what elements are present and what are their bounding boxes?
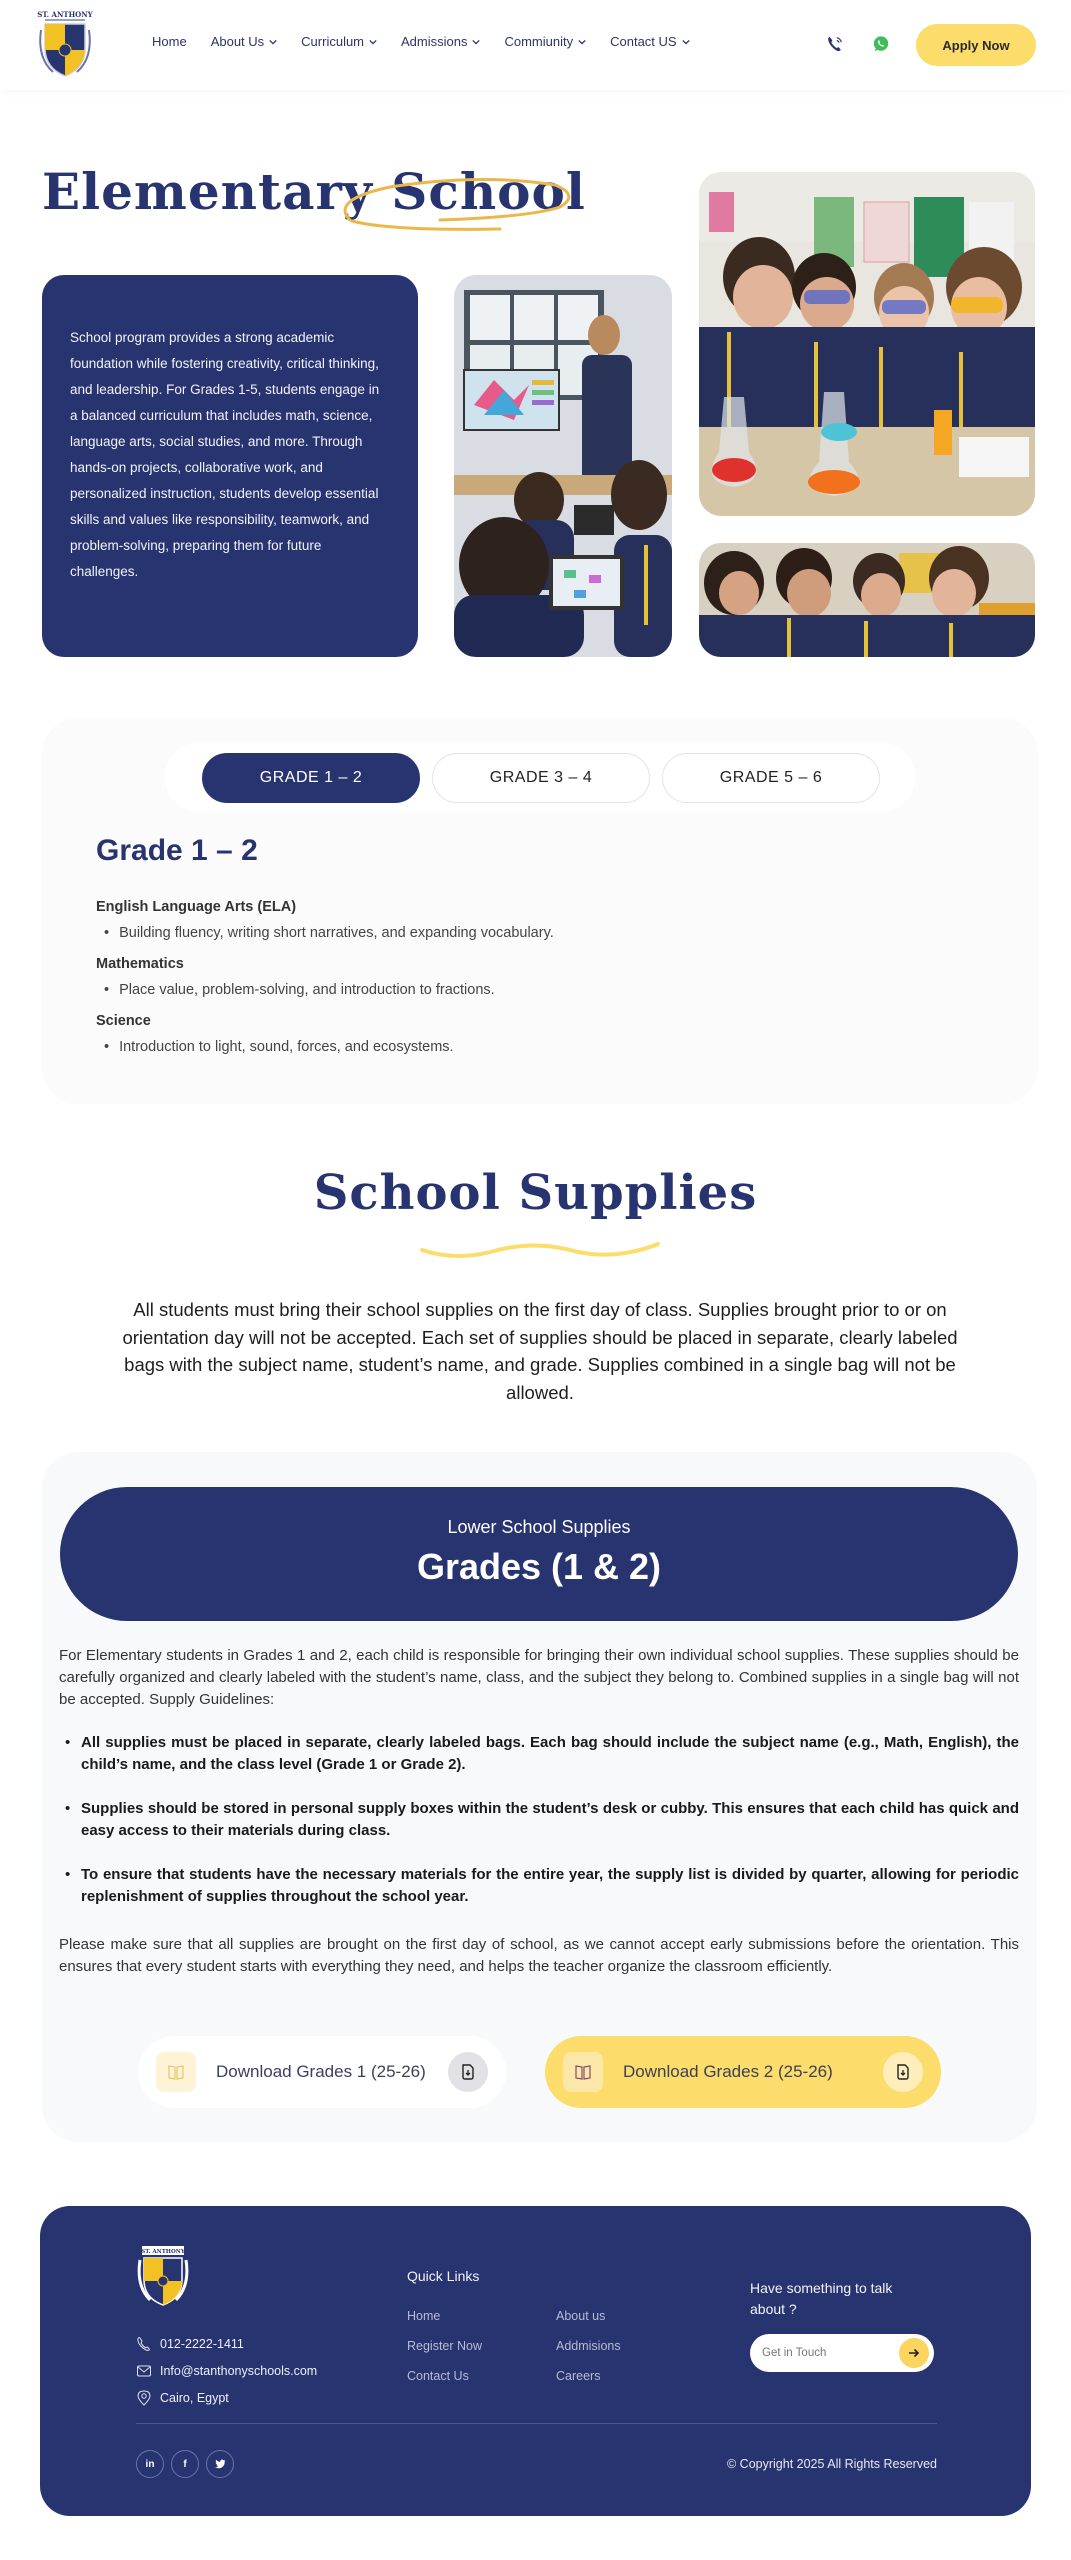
get-in-touch-input[interactable]: [762, 2347, 892, 2359]
footer-logo[interactable]: [136, 2246, 190, 2308]
phone-icon: [136, 2336, 152, 2352]
nav-label: About Us: [210, 34, 265, 49]
grade-title: Grade 1 – 2: [96, 834, 258, 867]
svg-text:ST. ANTHONY: ST. ANTHONY: [37, 10, 93, 19]
get-in-touch-form: [750, 2334, 934, 2372]
social-links: [136, 2450, 234, 2478]
talk-title: Have something to talk about ?: [750, 2280, 893, 2317]
facebook-icon[interactable]: f: [171, 2450, 199, 2478]
nav-curriculum[interactable]: [301, 34, 377, 49]
nav-label: Home: [152, 34, 187, 49]
chevron-down-icon: [369, 38, 377, 46]
linkedin-icon[interactable]: in: [136, 2450, 164, 2478]
supplies-title: School Supplies: [313, 1165, 758, 1221]
subject-item-text: Place value, problem-solving, and introduction to fractions.: [119, 982, 495, 998]
footer-email-text: Info@stanthonyschools.com: [160, 2363, 318, 2378]
subject-item: • Building fluency, writing short narratives, and expanding vocabulary.: [104, 925, 554, 941]
footer-link-contact-us[interactable]: Contact Us: [407, 2369, 469, 2383]
subject-list: [96, 896, 956, 1067]
program-description-card: [42, 275, 418, 657]
footer-phone[interactable]: [136, 2330, 317, 2357]
main-nav: [152, 34, 714, 49]
copyright: © Copyright 2025 All Rights Reserved: [726, 2457, 937, 2471]
footer-email[interactable]: [136, 2357, 317, 2384]
footer-link-careers[interactable]: Careers: [556, 2369, 601, 2383]
nav-about-us[interactable]: [211, 34, 277, 49]
footer-link-admissions[interactable]: Addmisions: [556, 2339, 621, 2353]
students-group-photo: [699, 543, 1035, 657]
nav-label: Commiunity: [504, 34, 574, 49]
download-grades-1-button[interactable]: [138, 2036, 506, 2108]
footer-link-about-us[interactable]: About us: [556, 2309, 606, 2323]
quick-links-title: Quick Links: [407, 2268, 480, 2284]
grade-curriculum-section: [42, 718, 1038, 1104]
chevron-down-icon: [269, 38, 277, 46]
apply-now-button[interactable]: Apply Now: [916, 24, 1036, 66]
subject-name: English Language Arts (ELA): [96, 899, 297, 915]
nav-contact-us[interactable]: [610, 34, 689, 49]
book-icon: [156, 2052, 196, 2092]
page-title: Elementary School: [42, 162, 586, 221]
phone-icon[interactable]: [826, 35, 844, 53]
footer-link-register-now[interactable]: Register Now: [407, 2339, 483, 2353]
nav-community[interactable]: [504, 34, 586, 49]
chevron-down-icon: [682, 38, 690, 46]
mail-icon: [136, 2363, 152, 2379]
supplies-intro: All students must bring their school supplies on the first day of class. Supplies brought prior to or on orientation day will not be accepted. Each set of supplies should be placed in separate, clearly labeled bags with the subject name, student’s name, and grade. Supplies combined in a single bag will not be allowed.: [122, 1299, 958, 1403]
quick-links: [407, 2306, 637, 2386]
supplies-paragraph: For Elementary students in Grades 1 and 2, each child is responsible for bringing their own individual school supplies. These supplies should be carefully organized and clearly labeled with the student’s name, class, and the subject they belong to. Combined supplies in a single bag will not be accepted. Supply Guidelines:: [59, 1647, 1019, 1708]
nav-label: Contact US: [610, 34, 677, 49]
footer-link-home[interactable]: Home: [407, 2309, 441, 2323]
supplies-closing-paragraph: Please make sure that all supplies are brought on the first day of school, as we cannot accept early submissions before the orientation. This ensures that every student starts with everything they need, and helps the teacher organize the classroom efficiently.: [59, 1936, 1019, 1975]
book-icon: [563, 2052, 603, 2092]
footer-phone-text: 012-2222-1411: [160, 2336, 244, 2351]
guideline-item: • To ensure that students have the necessary materials for the entire year, the supply list is divided by quarter, allowing for periodic replenishment of supplies throughout the school year.: [59, 1864, 1019, 1908]
lower-school-supplies-card: [42, 1452, 1037, 2142]
whatsapp-icon[interactable]: [872, 35, 890, 53]
science-lab-photo: [699, 172, 1035, 516]
tab-grade-5-6[interactable]: GRADE 5 – 6: [662, 753, 880, 803]
school-logo[interactable]: [33, 8, 97, 82]
site-footer: [40, 2206, 1031, 2516]
nav-label: Curriculum: [301, 34, 365, 49]
footer-divider: [136, 2423, 937, 2424]
twitter-icon[interactable]: [206, 2450, 234, 2478]
site-header: [0, 0, 1071, 90]
tab-grade-3-4[interactable]: GRADE 3 – 4: [432, 753, 650, 803]
file-download-icon: [448, 2052, 488, 2092]
title-circle-decoration: [330, 165, 580, 245]
classroom-tablet-photo: [454, 275, 672, 657]
subject-name: Mathematics: [96, 956, 184, 972]
footer-contact: [136, 2330, 317, 2411]
svg-text:ST. ANTHONY: ST. ANTHONY: [141, 2249, 185, 2255]
footer-location-text: Cairo, Egypt: [160, 2390, 229, 2405]
supply-guidelines: [59, 1732, 1019, 1930]
file-download-icon: [883, 2052, 923, 2092]
wave-underline-decoration: [418, 1238, 662, 1260]
subject-item: • Introduction to light, sound, forces, and ecosystems.: [104, 1039, 454, 1055]
subject-item-text: Introduction to light, sound, forces, and ecosystems.: [119, 1039, 454, 1055]
nav-admissions[interactable]: [401, 34, 480, 49]
subject-item-text: Building fluency, writing short narratives, and expanding vocabulary.: [119, 925, 554, 941]
footer-location: [136, 2384, 317, 2411]
supplies-grades-title: Grades (1 & 2): [416, 1546, 662, 1587]
chevron-down-icon: [578, 38, 586, 46]
download-grades-2-button[interactable]: [545, 2036, 941, 2108]
subject-item: • Place value, problem-solving, and introduction to fractions.: [104, 982, 495, 998]
nav-label: Admissions: [401, 34, 468, 49]
tab-grade-1-2[interactable]: GRADE 1 – 2: [202, 753, 420, 803]
download-label: Download Grades 1 (25-26): [216, 2062, 426, 2081]
supplies-subtitle: Lower School Supplies: [447, 1517, 631, 1537]
program-description: School program provides a strong academic foundation while fostering creativity, critical thinking, and leadership. For Grades 1-5, students engage in a balanced curriculum that includes math, science, language arts, social studies, and more. Through hands-on projects, collaborative work, and personalized instruction, students develop essential skills and values like responsibility, teamwork, and problem-solving, preparing them for future challenges.: [70, 330, 380, 579]
nav-home[interactable]: [152, 34, 187, 49]
download-label: Download Grades 2 (25-26): [623, 2062, 833, 2081]
subject-name: Science: [96, 1013, 151, 1029]
chevron-down-icon: [472, 38, 480, 46]
location-pin-icon: [136, 2390, 152, 2406]
arrow-right-icon: [908, 2347, 920, 2359]
submit-arrow-button[interactable]: [899, 2338, 929, 2368]
guideline-item: • All supplies must be placed in separate, clearly labeled bags. Each bag should include the subject name (e.g., Math, English), the child’s name, and the class level (Grade 1 or Grade 2).: [59, 1732, 1019, 1776]
supplies-header-pill: [60, 1487, 1018, 1621]
guideline-item: • Supplies should be stored in personal supply boxes within the student’s desk or cubby. This ensures that each child has quick and easy access to their materials during class.: [59, 1798, 1019, 1842]
